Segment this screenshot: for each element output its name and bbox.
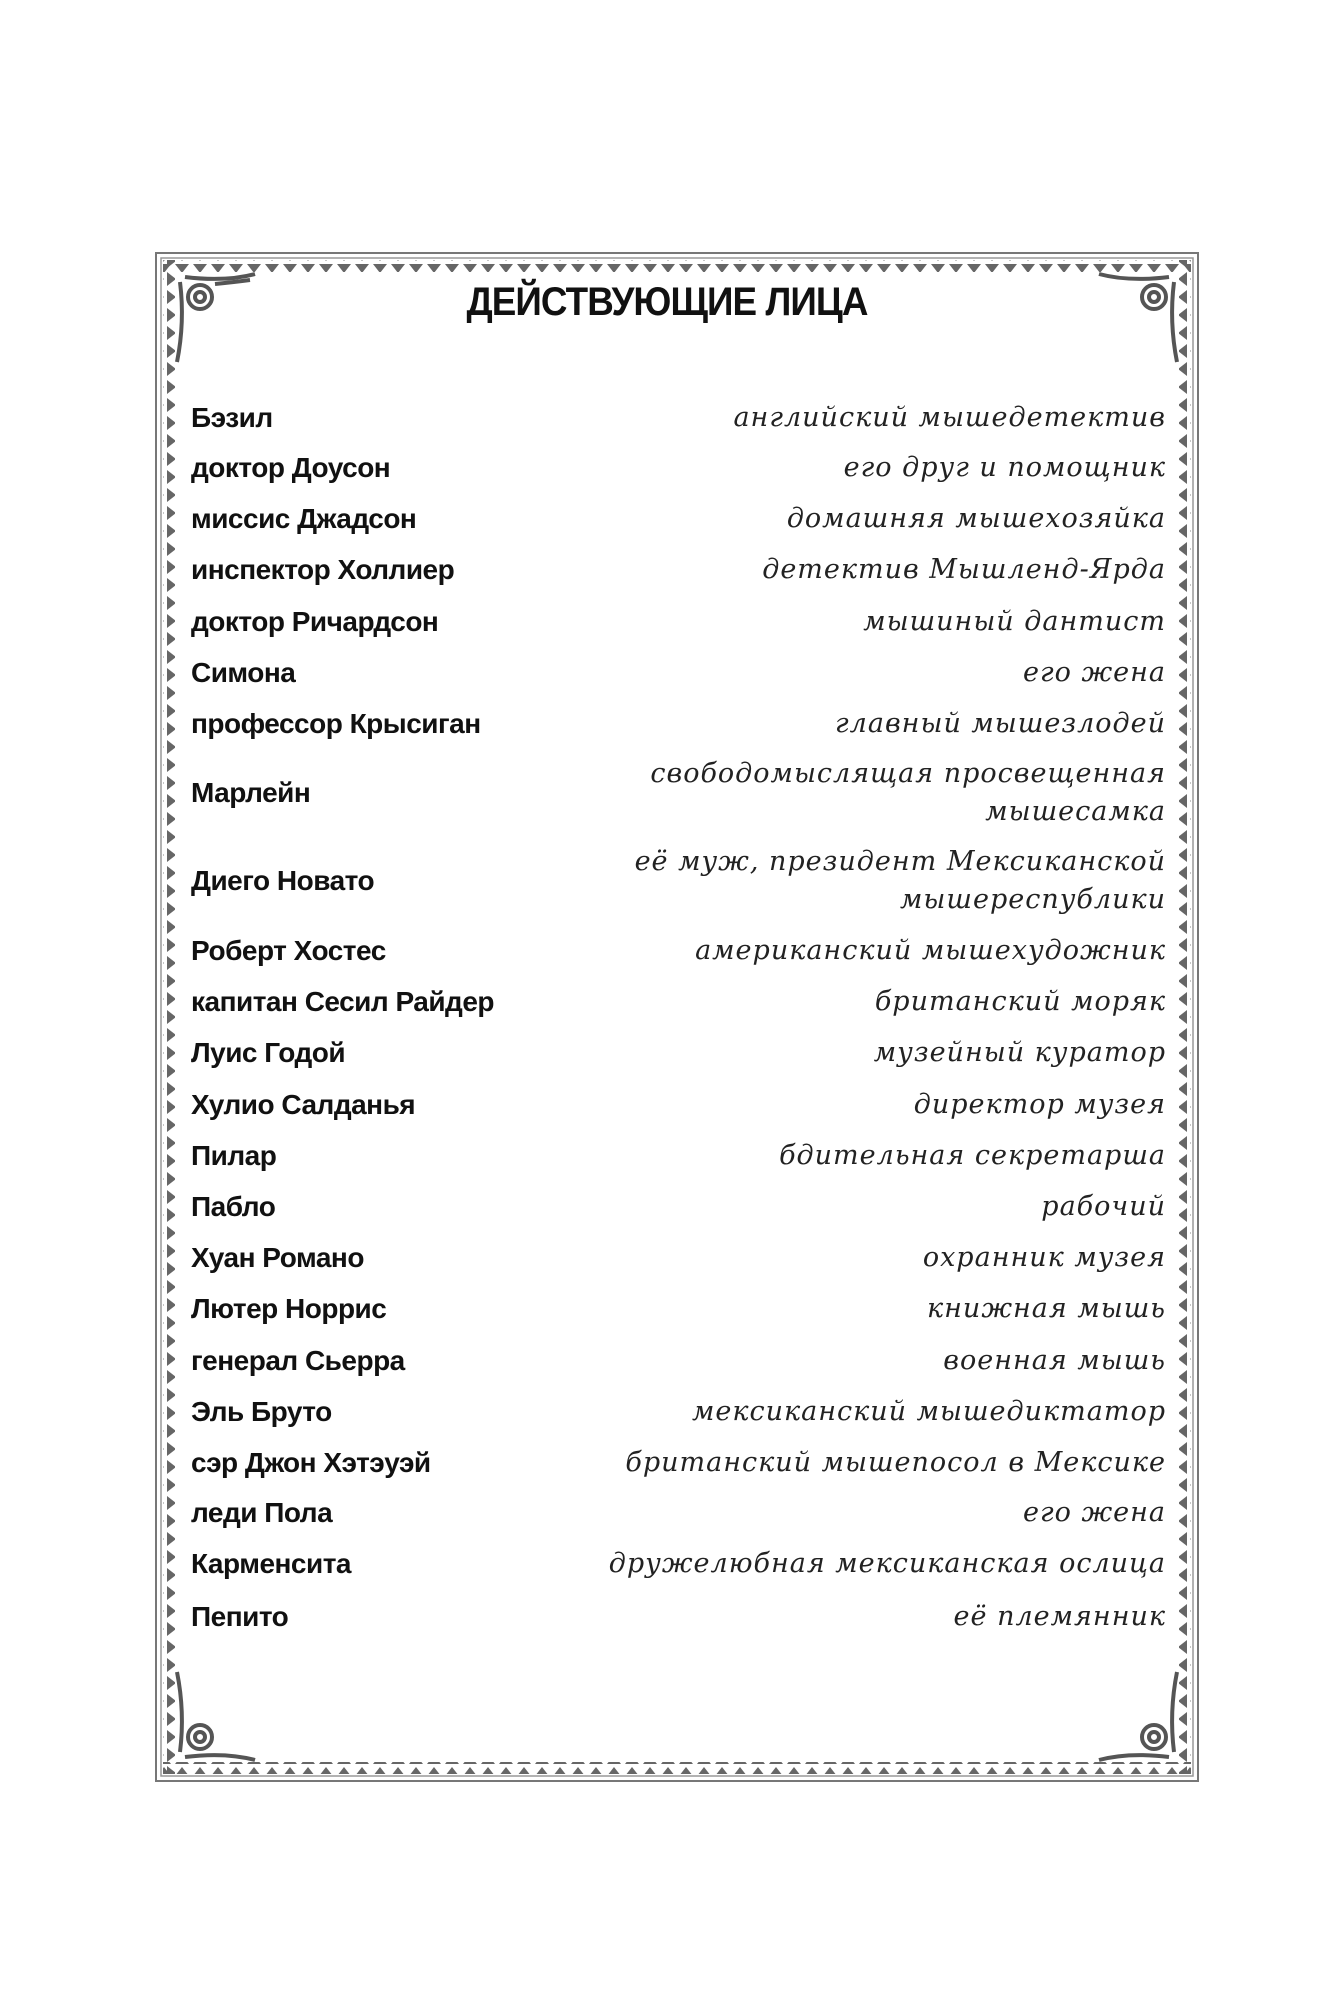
character-name: Диего Новато [191,864,375,896]
character-role: британский мышепосол в Мексике [625,1446,1166,1478]
character-role: охранник музея [922,1241,1166,1273]
character-role: мексиканский мышедиктатор [691,1395,1166,1427]
character-name: Хулио Салданья [191,1088,416,1120]
character-role: домашняя мышехозяйка [786,503,1166,535]
character-name: доктор Ричардсон [191,606,439,638]
character-row [191,841,1166,921]
character-name: профессор Крысиган [191,708,481,740]
character-role: его друг и помощник [843,452,1166,484]
character-role: директор музея [913,1088,1166,1120]
character-name: капитан Сесил Райдер [191,985,495,1017]
character-role: главный мышезлодей [835,708,1166,740]
character-role: американский мышехудожник [695,934,1166,966]
character-name: Роберт Хостес [191,934,386,966]
character-role: английский мышедетектив [733,401,1166,433]
character-row [191,1577,1166,1657]
character-role: военная мышь [943,1344,1166,1376]
character-role: свободомыслящая просвещенная мышесамка [650,758,1166,828]
character-name: сэр Джон Хэтэуэй [191,1446,431,1478]
character-name: Хуан Романо [191,1241,364,1273]
character-role: её муж, президент Мексиканской мышереспублики [634,845,1166,915]
character-role: бдительная секретарша [779,1139,1166,1171]
character-name: Лютер Норрис [191,1292,387,1324]
character-name: Карменсита [191,1548,352,1580]
character-name: Пепито [191,1600,289,1632]
character-name: Эль Бруто [191,1395,332,1427]
character-name: Бэзил [191,401,273,433]
character-role: рабочий [1041,1190,1166,1222]
character-role: книжная мышь [927,1292,1166,1324]
character-role: музейный куратор [873,1036,1166,1068]
character-name: миссис Джадсон [191,503,417,535]
character-name: доктор Доусон [191,452,391,484]
character-row [191,753,1166,833]
character-name: Пилар [191,1139,277,1171]
character-name: генерал Сьерра [191,1344,405,1376]
character-name: Пабло [191,1190,276,1222]
character-name: Марлейн [191,777,311,809]
character-role: его жена [1022,657,1166,689]
character-name: Симона [191,657,296,689]
character-name: инспектор Холлиер [191,554,455,586]
character-role: его жена [1022,1497,1166,1529]
character-role: британский моряк [874,985,1166,1017]
character-name: Луис Годой [191,1036,346,1068]
character-role: мышиный дантист [863,606,1166,638]
character-name: леди Пола [191,1497,333,1529]
character-role: её племянник [953,1600,1166,1632]
character-role: дружелюбная мексиканская ослица [608,1548,1166,1580]
character-role: детектив Мышленд-Ярда [762,554,1166,586]
page-title: ДЕЙСТВУЮЩИЕ ЛИЦА [466,280,868,324]
